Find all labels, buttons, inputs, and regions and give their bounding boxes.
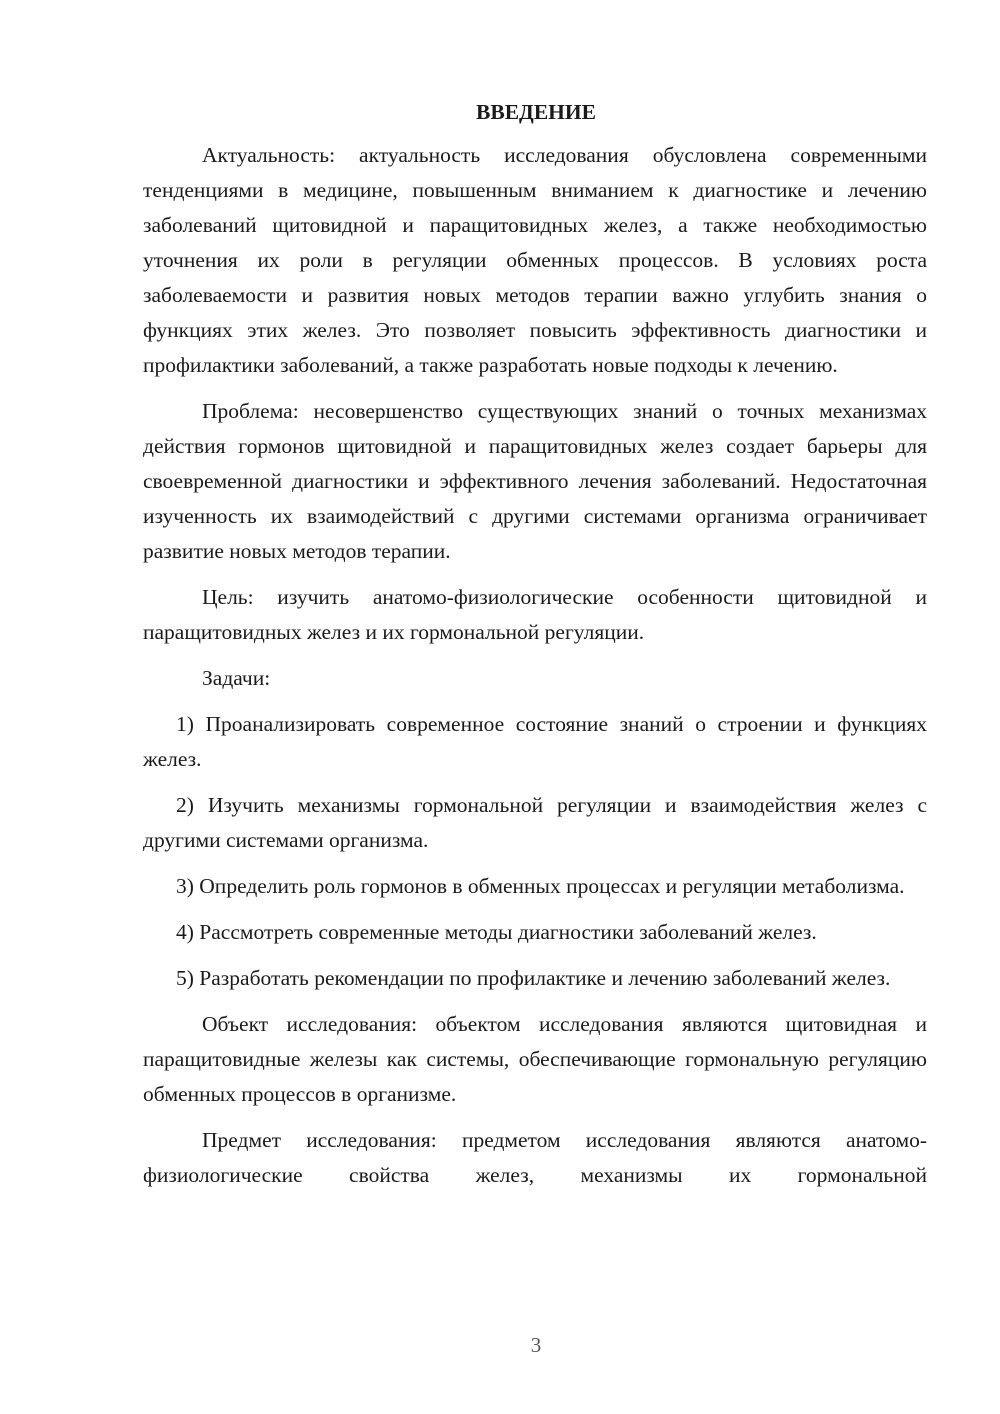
section-title: ВВЕДЕНИЕ <box>476 100 596 124</box>
task-item-5: 5) Разработать рекомендации по профилактике и лечению заболеваний желез. <box>176 966 891 990</box>
paragraph-goal: Цель: изучить анатомо-физиологические особенности щитовидной и паращитовидных желез и их гормональной регуляции. <box>143 585 927 644</box>
paragraph-tasks-heading: Задачи: <box>202 666 271 690</box>
document-page <box>143 95 927 1204</box>
paragraph-subject: Предмет исследования: предметом исследования являются анатомо-физиологические свойства желез, механизмы их гормональной <box>143 1128 927 1187</box>
page-number: 3 <box>530 1333 542 1357</box>
task-item-4: 4) Рассмотреть современные методы диагностики заболеваний желез. <box>176 920 817 944</box>
task-item-1: 1) Проанализировать современное состояние знаний о строении и функциях желез. <box>143 712 927 771</box>
task-item-2: 2) Изучить механизмы гормональной регуляции и взаимодействия желез с другими системами организма. <box>143 793 927 852</box>
task-item-3: 3) Определить роль гормонов в обменных процессах и регуляции метаболизма. <box>176 874 905 898</box>
paragraph-object: Объект исследования: объектом исследования являются щитовидная и паращитовидные железы как системы, обеспечивающие гормональную регуляцию обменных процессов в организме. <box>143 1012 927 1106</box>
paragraph-relevance: Актуальность: актуальность исследования обусловлена современными тенденциями в медицине, повышенным вниманием к диагностике и лечению заболеваний щитовидной и паращитовидных желез, а также необходимостью уточнения их роли в регуляции обменных процессов. В условиях роста заболеваемости и развития новых методов терапии важно углубить знания о функциях этих желез. Это позволяет повысить эффективность диагностики и профилактики заболеваний, а также разработать новые подходы к лечению. <box>143 143 927 377</box>
paragraph-problem: Проблема: несовершенство существующих знаний о точных механизмах действия гормонов щитовидной и паращитовидных желез создает барьеры для своевременной диагностики и эффективного лечения заболеваний. Недостаточная изученность их взаимодействий с другими системами организма ограничивает развитие новых методов терапии. <box>143 399 927 563</box>
